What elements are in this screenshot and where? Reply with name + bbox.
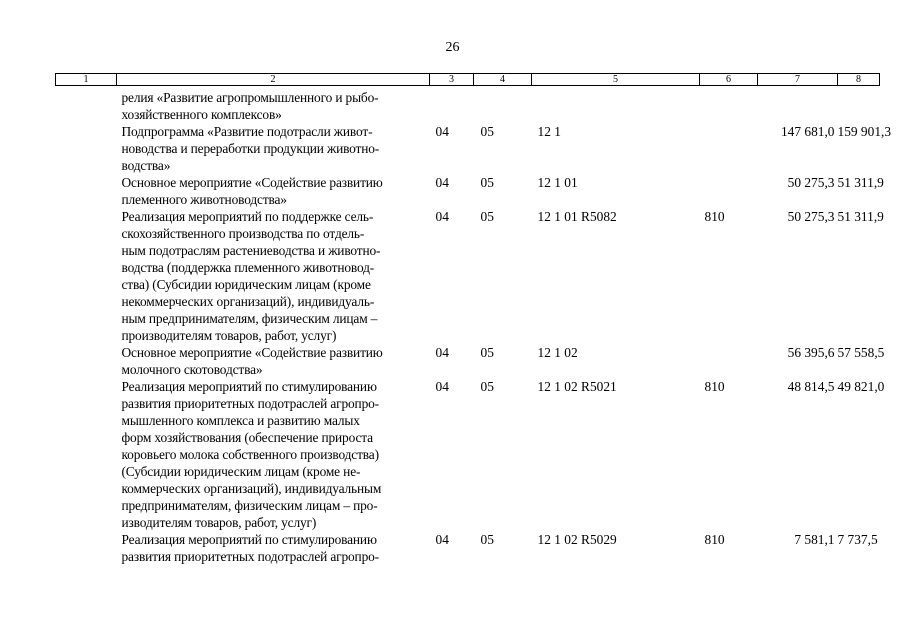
column-header: 3 [430, 74, 474, 86]
item-name-line: релия «Развитие агропромышленного и рыбо- [121, 90, 379, 105]
table-row [56, 208, 880, 344]
item-name-line: ным предпринимателям, физическим лицам – [121, 311, 378, 326]
item-name-line: коровьего молока собственного производства) [121, 447, 379, 462]
expense-type-cell [700, 174, 758, 208]
amount-col7-cell: 48 814,5 [787, 379, 835, 394]
section-code-cell: 04 [435, 532, 449, 547]
item-name-cell [117, 208, 430, 344]
item-name-line: племенного животноводства» [121, 192, 287, 207]
item-name-line: водства» [121, 158, 171, 173]
item-name-line: ства) (Субсидии юридическим лицам (кроме [121, 277, 371, 292]
section-code-cell: 04 [435, 175, 449, 190]
amount-col8-cell: 51 311,9 [837, 175, 884, 190]
item-name-line: новодства и переработки продукции животно- [121, 141, 380, 156]
expense-type-cell [700, 123, 758, 174]
item-name-line: некоммерческих организаций), индивидуаль- [121, 294, 375, 309]
item-name-line: коммерческих организаций), индивидуальным [121, 481, 382, 496]
section-code-cell: 04 [435, 124, 449, 139]
budget-table [55, 73, 892, 565]
amount-col8-cell: 7 737,5 [837, 532, 878, 547]
section-code-cell [430, 86, 474, 124]
item-name-line: хозяйственного комплексов» [121, 107, 282, 122]
item-name-line: (Субсидии юридическим лицам (кроме не- [121, 464, 361, 479]
table-row [56, 123, 880, 174]
amount-col8-cell [838, 86, 880, 124]
table-row [56, 344, 880, 378]
item-name-line: Подпрограмма «Развитие подотрасли живот- [121, 124, 373, 139]
item-name-cell [117, 344, 430, 378]
target-article-cell: 12 1 02 R5021 [537, 379, 617, 394]
subsection-code-cell [474, 86, 532, 124]
item-name-line: мышленного комплекса и развитию малых [121, 413, 360, 428]
expense-type-cell: 810 [704, 532, 725, 547]
amount-col7-cell: 7 581,1 [794, 532, 835, 547]
row-number-cell [56, 86, 117, 124]
target-article-cell [532, 86, 700, 124]
item-name-line: развития приоритетных подотраслей агропро- [121, 396, 379, 411]
expense-type-cell [700, 344, 758, 378]
section-code-cell: 04 [435, 345, 449, 360]
column-header: 6 [700, 74, 758, 86]
column-header: 7 [758, 74, 838, 86]
table-row [56, 86, 880, 124]
row-number-cell [56, 344, 117, 378]
item-name-cell [117, 123, 430, 174]
amount-col7-cell: 50 275,3 [787, 209, 835, 224]
subsection-code-cell: 05 [480, 345, 494, 360]
column-header: 1 [56, 74, 117, 86]
subsection-code-cell: 05 [480, 379, 494, 394]
amount-col8-cell: 51 311,9 [837, 209, 884, 224]
amount-col8-cell: 57 558,5 [837, 345, 885, 360]
subsection-code-cell: 05 [480, 209, 494, 224]
target-article-cell: 12 1 02 [537, 345, 578, 360]
amount-col7-cell [758, 86, 838, 124]
table-row [56, 174, 880, 208]
item-name-cell [117, 531, 430, 565]
row-number-cell [56, 123, 117, 174]
section-code-cell: 04 [435, 379, 449, 394]
target-article-cell: 12 1 02 R5029 [537, 532, 617, 547]
row-number-cell [56, 531, 117, 565]
item-name-line: Основное мероприятие «Содействие развитию [121, 345, 383, 360]
expense-type-cell: 810 [704, 209, 725, 224]
item-name-line: скохозяйственного производства по отдель- [121, 226, 365, 241]
subsection-code-cell: 05 [480, 175, 494, 190]
row-number-cell [56, 174, 117, 208]
item-name-line: водства (поддержка племенного животновод- [121, 260, 375, 275]
amount-col7-cell: 56 395,6 [787, 345, 835, 360]
item-name-cell [117, 174, 430, 208]
item-name-line: ным подотраслям растениеводства и животно- [121, 243, 381, 258]
target-article-cell: 12 1 01 R5082 [537, 209, 617, 224]
item-name-line: молочного скотоводства» [121, 362, 263, 377]
amount-col7-cell: 147 681,0 [780, 124, 835, 139]
expense-type-cell [700, 86, 758, 124]
item-name-cell [117, 378, 430, 531]
item-name-cell [117, 86, 430, 124]
row-number-cell [56, 378, 117, 531]
column-header: 5 [532, 74, 700, 86]
target-article-cell: 12 1 [537, 124, 561, 139]
column-header: 4 [474, 74, 532, 86]
item-name-line: изводителям товаров, работ, услуг) [121, 515, 317, 530]
column-header: 8 [838, 74, 880, 86]
item-name-line: форм хозяйствования (обеспечение прироста [121, 430, 373, 445]
column-header: 2 [117, 74, 430, 86]
amount-col8-cell: 49 821,0 [837, 379, 885, 394]
item-name-line: развития приоритетных подотраслей агропро- [121, 549, 379, 564]
column-number-header-row [56, 74, 880, 86]
table-body [56, 86, 892, 566]
item-name-line: производителям товаров, работ, услуг) [121, 328, 337, 343]
row-number-cell [56, 208, 117, 344]
expense-type-cell: 810 [704, 379, 725, 394]
subsection-code-cell: 05 [480, 124, 494, 139]
target-article-cell: 12 1 01 [537, 175, 578, 190]
page-number: 26 [445, 40, 460, 55]
item-name-line: Реализация мероприятий по стимулированию [121, 532, 377, 547]
amount-col7-cell: 50 275,3 [787, 175, 835, 190]
section-code-cell: 04 [435, 209, 449, 224]
table-row [56, 531, 880, 565]
item-name-line: Основное мероприятие «Содействие развитию [121, 175, 383, 190]
table-row [56, 378, 880, 531]
item-name-line: Реализация мероприятий по поддержке сель- [121, 209, 374, 224]
amount-col8-cell: 159 901,3 [837, 124, 892, 139]
item-name-line: Реализация мероприятий по стимулированию [121, 379, 377, 394]
subsection-code-cell: 05 [480, 532, 494, 547]
item-name-line: предпринимателям, физическим лицам – про- [121, 498, 378, 513]
